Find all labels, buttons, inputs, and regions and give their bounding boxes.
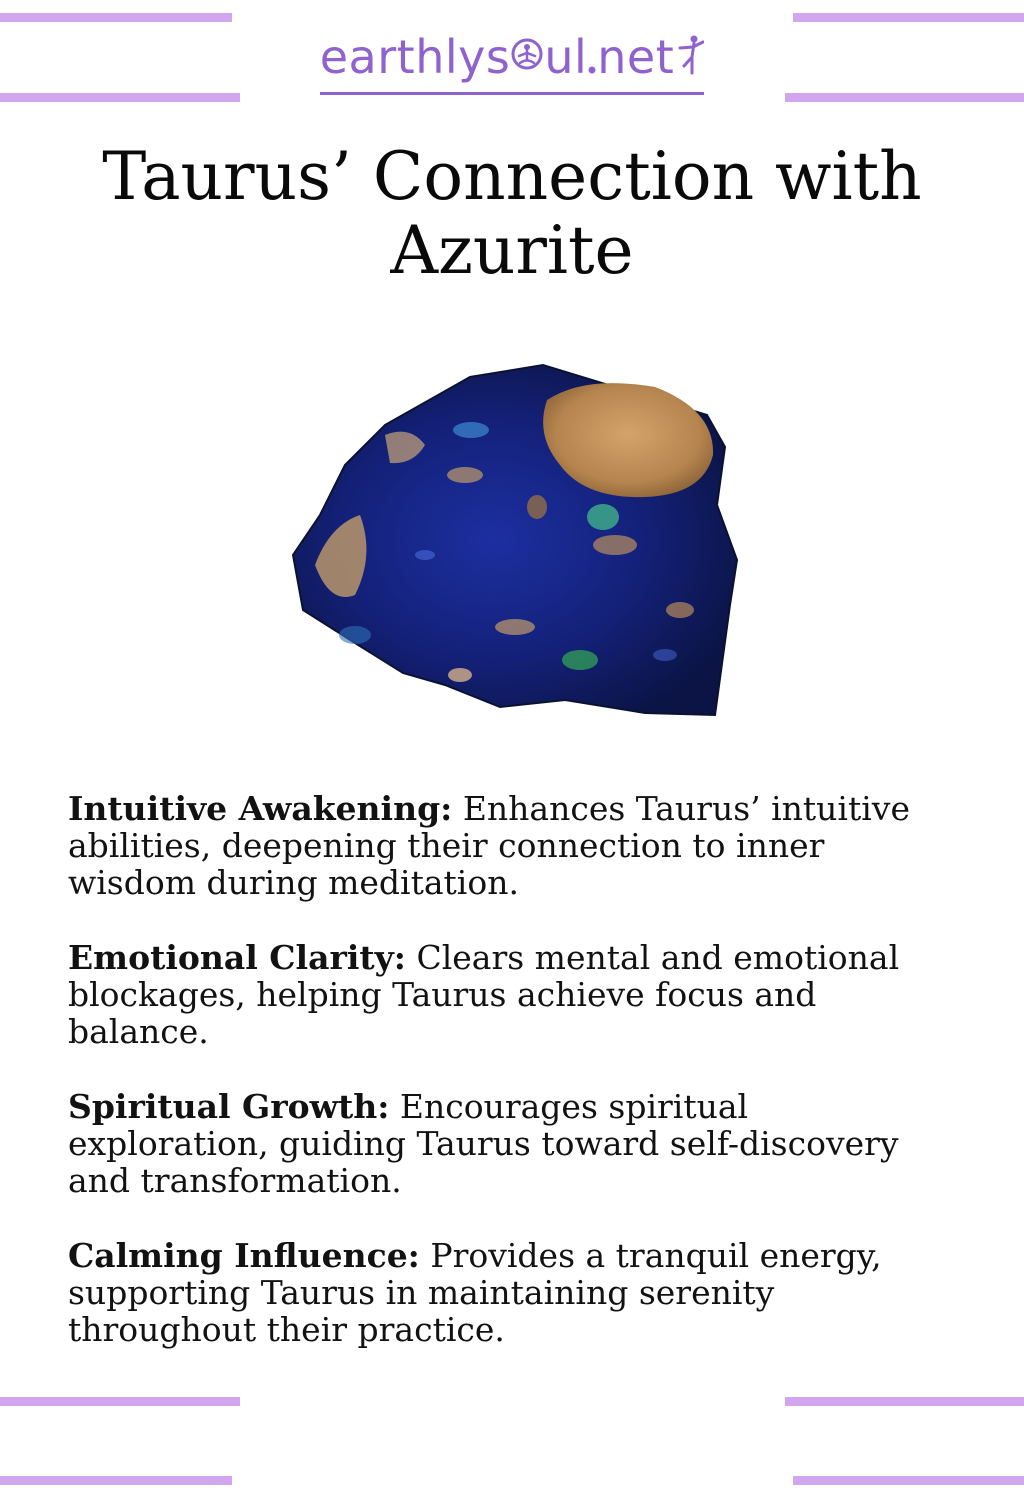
bottom-left-bar-lower — [0, 1476, 232, 1485]
lotus-meditation-icon — [510, 34, 544, 88]
benefits-list — [68, 790, 958, 1386]
item-text: Provides a tranquil energy, supporting Taurus in maintaining serenity throughout their practice. — [68, 1236, 882, 1349]
item-text: Enhances Taurus’ intuitive abilities, deepening their connection to inner wisdom during meditation. — [68, 789, 910, 902]
bottom-right-bar-lower — [793, 1476, 1024, 1485]
top-right-bar-upper — [793, 13, 1024, 22]
logo-text-part-2: ul — [544, 30, 588, 84]
item-label: Intuitive Awakening: — [68, 789, 453, 828]
logo-text-part-3: net — [597, 30, 675, 84]
page-title-line-1: Taurus’ Connection with — [102, 138, 922, 215]
item-label: Emotional Clarity: — [68, 938, 406, 977]
list-item — [68, 1088, 958, 1199]
item-text: Clears mental and emotional blockages, helping Taurus achieve focus and balance. — [68, 938, 900, 1051]
bottom-right-bar-upper — [785, 1397, 1024, 1406]
item-text: Encourages spiritual exploration, guiding Taurus toward self-discovery and transformation. — [68, 1087, 899, 1200]
bottom-left-bar-upper — [0, 1397, 240, 1406]
top-left-bar-upper — [0, 13, 232, 22]
logo-text-part-1: earthlys — [319, 30, 511, 84]
page-title-line-2: Azurite — [390, 212, 634, 289]
meditation-dot-icon — [587, 34, 597, 88]
yoga-pose-icon — [674, 33, 704, 88]
azurite-stone-image — [285, 355, 745, 735]
list-item — [68, 1237, 958, 1348]
item-label: Calming Influence: — [68, 1236, 420, 1275]
list-item — [68, 790, 958, 901]
item-label: Spiritual Growth: — [68, 1087, 390, 1126]
page-title — [40, 140, 984, 288]
site-logo[interactable] — [0, 30, 1024, 95]
list-item — [68, 939, 958, 1050]
